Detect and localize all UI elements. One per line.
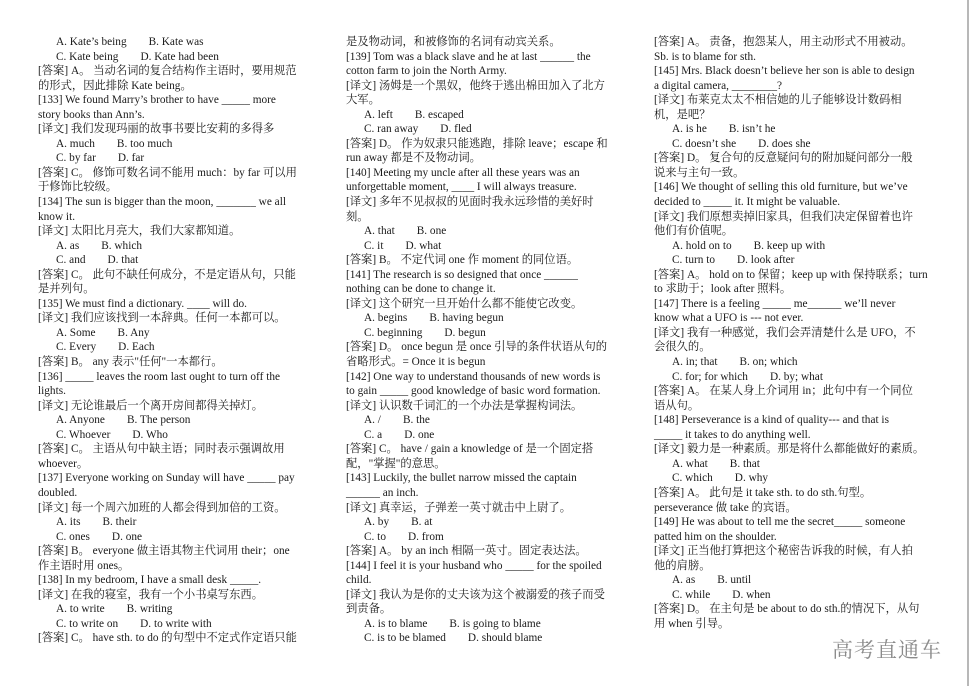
translation-line: [译文] 汤姆是一个黑奴，他终于逃出棉田加入了北方 <box>346 79 605 92</box>
column-middle <box>346 35 630 646</box>
answer-explanation-line: [答案] B。 不定代词 one 作 moment 的同位语。 <box>346 254 579 267</box>
answer-explanation-line: [答案] A。 当动名词的复合结构作主语时，要用规范 <box>38 65 297 78</box>
answer-options-row <box>38 151 320 166</box>
text-line: 机，是吧？ <box>654 108 711 121</box>
question-line: [144] I feel it is your husband who _____ for the spoiled <box>346 559 602 572</box>
answer-explanation-line: [答案] C。 此句不缺任何成分，不是定语从句，只能 <box>38 268 296 281</box>
option-left: A. hold on to <box>672 239 732 252</box>
answer-options-row <box>346 108 630 123</box>
text-line: 作主语时用 ones。 <box>38 559 130 572</box>
text-line: nothing can be done to change it. <box>346 283 496 296</box>
question-line: [138] In my bedroom, I have a small desk _____. <box>38 574 262 587</box>
option-left: A. that <box>364 225 395 238</box>
answer-options-row <box>38 428 320 443</box>
answer-options-row <box>346 224 630 239</box>
translation-line: [译文] 太阳比月亮大，我们大家都知道。 <box>38 225 241 238</box>
text-line: unforgettable moment, ____ I will always treasure. <box>346 181 577 194</box>
option-left: A. its <box>56 516 81 529</box>
text-line: story books than Ann’s. <box>38 108 145 121</box>
option-right: D. from <box>407 530 444 543</box>
answer-options-row <box>38 602 320 617</box>
answer-options-row <box>654 253 938 268</box>
option-left: C. and <box>56 254 86 267</box>
option-right: D. to write with <box>140 617 212 630</box>
answer-explanation-line: [答案] C。 主语从句中缺主语；同时表示强调故用 <box>38 443 285 456</box>
option-left: C. ran away <box>364 123 419 136</box>
option-left: C. to <box>364 530 386 543</box>
option-right: B. their <box>102 516 137 529</box>
option-right: B. on; which <box>739 356 798 369</box>
answer-explanation-line: [答案] D。 在主句是 be about to do sth.的情况下，从句 <box>654 603 920 616</box>
option-right: B. escaped <box>414 108 464 121</box>
option-left: A. much <box>56 137 95 150</box>
answer-options-row <box>654 355 938 370</box>
answer-options-row <box>346 617 630 632</box>
text-line: 说来与主句一致。 <box>654 166 745 179</box>
translation-line: [译文] 我认为是你的丈夫该为这个被溺爱的孩子而受 <box>346 588 605 601</box>
option-right: D. what <box>405 239 442 252</box>
text-line: know what a UFO is --- not ever. <box>654 312 804 325</box>
option-left: C. a <box>364 428 383 441</box>
text-line: 语从句。 <box>654 399 700 412</box>
question-line: [146] We thought of selling this old furniture, but we’ve <box>654 181 908 194</box>
option-right: D. far <box>117 152 145 165</box>
option-right: B. Kate was <box>148 36 204 48</box>
translation-line: [译文] 我们应该找到一本辞典。任何一本都可以。 <box>38 312 286 325</box>
answer-options-row <box>654 370 938 385</box>
option-right: B. that <box>729 457 760 470</box>
option-left: A. / <box>364 414 381 427</box>
answer-explanation-line: [答案] A。 责备，抱怨某人，用主动形式不用被动。 <box>654 36 913 48</box>
option-right: B. The person <box>126 414 191 427</box>
option-left: C. it <box>364 239 384 252</box>
option-right: B. isn’t he <box>728 123 776 136</box>
answer-options-row <box>346 515 630 530</box>
answer-explanation-line: [答案] A。 hold on to 保留；keep up with 保持联系；turn <box>654 268 928 281</box>
option-left: C. Kate being <box>56 50 119 63</box>
question-line: [136] _____ leaves the room last ought to turn off the <box>38 370 281 383</box>
text-line: 他的肩膀。 <box>654 559 711 572</box>
answer-options-row <box>346 311 630 326</box>
text-line: know it. <box>38 210 76 223</box>
question-line: [143] Luckily, the bullet narrow missed the captain <box>346 472 577 485</box>
option-right: B. too much <box>116 137 173 150</box>
translation-line: [译文] 我有一种感觉，我们会弄清楚什么是 UFO，不 <box>654 326 916 339</box>
answer-explanation-line: [答案] C。 修饰可数名词不能用 much：by far 可以用 <box>38 166 297 179</box>
translation-line: [译文] 这个研究一旦开始什么都不能使它改变。 <box>346 297 583 310</box>
option-left: C. doesn’t she <box>672 137 737 150</box>
option-right: D. one <box>111 530 143 543</box>
option-left: A. what <box>672 457 708 470</box>
option-right: B. keep up with <box>753 239 826 252</box>
option-right: D. when <box>732 588 771 601</box>
answer-explanation-line: [答案] B。 everyone 做主语其物主代词用 their；one <box>38 545 290 558</box>
text-line: 是及物动词，和被修饰的名词有动宾关系。 <box>346 36 561 48</box>
question-line: [147] There is a feeling _____ me______ we’ll never <box>654 297 896 310</box>
question-line: [149] He was about to tell me the secret_____ someone <box>654 516 906 529</box>
option-left: C. which <box>672 472 713 485</box>
answer-explanation-line: [答案] B。 any 表示"任何"一本都行。 <box>38 356 223 369</box>
text-line: doubled. <box>38 486 78 499</box>
option-right: D. begun <box>444 326 486 339</box>
answer-options-row <box>654 471 938 486</box>
option-right: B. until <box>717 574 752 587</box>
translation-line: [译文] 我们原想卖掉旧家具，但我们决定保留着也许 <box>654 210 913 223</box>
translation-line: [译文] 每一个周六加班的人都会得到加倍的工资。 <box>38 501 286 514</box>
answer-explanation-line: [答案] A。 此句是 it take sth. to do sth.句型。 <box>654 486 872 499</box>
answer-explanation-line: [答案] C。 have sth. to do 的句型中不定式作定语只能 <box>38 632 297 645</box>
translation-line: [译文] 真幸运，子弹差一英寸就击中上尉了。 <box>346 501 571 514</box>
option-left: C. for; for which <box>672 370 748 383</box>
option-left: C. ones <box>56 530 90 543</box>
option-right: B. which <box>101 239 143 252</box>
answer-options-row <box>38 35 320 50</box>
option-right: D. why <box>734 472 769 485</box>
column-right <box>654 35 938 631</box>
option-left: A. is he <box>672 123 707 136</box>
option-right: D. Who <box>132 428 168 441</box>
text-line: 于修饰比较级。 <box>38 181 118 194</box>
text-line: _____ it takes to do anything well. <box>654 428 811 441</box>
option-right: D. by; what <box>769 370 823 383</box>
question-line: [133] We found Marry’s brother to have _____ more <box>38 94 276 107</box>
option-right: D. Kate had been <box>140 50 219 63</box>
option-right: B. one <box>416 225 447 238</box>
option-right: B. is going to blame <box>449 617 541 630</box>
answer-explanation-line: [答案] A。 by an inch 相隔一英寸。固定表达法。 <box>346 545 587 558</box>
answer-options-row <box>38 340 320 355</box>
option-right: B. the <box>402 414 430 427</box>
answer-options-row <box>38 515 320 530</box>
text-line: child. <box>346 574 372 587</box>
option-left: A. is to blame <box>364 617 428 630</box>
text-line: a digital camera, ________? <box>654 79 782 92</box>
translation-line: [译文] 布莱克太太不相信她的儿子能够设计数码相 <box>654 94 902 107</box>
answer-options-row <box>346 631 630 646</box>
option-right: D. fled <box>440 123 472 136</box>
translation-line: [译文] 正当他打算把这个秘密告诉我的时候，有人拍 <box>654 545 913 558</box>
option-left: A. Some <box>56 326 96 339</box>
option-right: B. having begun <box>429 312 504 325</box>
question-line: [137] Everyone working on Sunday will have _____ pay <box>38 472 295 485</box>
question-line: [142] One way to understand thousands of new words is <box>346 370 601 383</box>
option-right: D. one <box>404 428 435 441</box>
option-left: A. as <box>56 239 80 252</box>
text-line: perseverance 做 take 的宾语。 <box>654 501 797 514</box>
question-line: [135] We must find a dictionary. ____ will do. <box>38 297 247 310</box>
translation-line: [译文] 我们发现玛丽的故事书要比安莉的多得多 <box>38 123 275 136</box>
answer-options-row <box>38 50 320 65</box>
text-line: Sb. is to blame for sth. <box>654 50 756 63</box>
option-left: C. is to be blamed <box>364 632 446 645</box>
answer-options-row <box>38 617 320 632</box>
option-left: C. to write on <box>56 617 119 630</box>
text-line: run away 都是不及物动词。 <box>346 152 481 165</box>
answer-options-row <box>654 588 938 603</box>
option-left: A. to write <box>56 603 105 616</box>
option-right: D. should blame <box>467 632 543 645</box>
text-line: 会很久的。 <box>654 341 711 354</box>
answer-explanation-line: [答案] C。 have / gain a knowledge of 是一个固定搭 <box>346 443 594 456</box>
text-line: lights. <box>38 385 66 398</box>
answer-options-row <box>346 530 630 545</box>
option-right: D. does she <box>758 137 811 150</box>
answer-explanation-line: [答案] D。 once begun 是 once 引导的条件状语从句的 <box>346 341 608 354</box>
answer-options-row <box>38 530 320 545</box>
text-line: to 求助于；look after 照料。 <box>654 283 792 296</box>
text-line: 大军。 <box>346 94 380 107</box>
question-line: [140] Meeting my uncle after all these years was an <box>346 166 580 179</box>
option-left: A. by <box>364 516 390 529</box>
text-line: ______ an inch. <box>346 486 419 499</box>
watermark-logo-text: 高考直通车 <box>832 638 942 662</box>
text-line: 他们有价值呢。 <box>654 225 734 238</box>
option-left: A. in; that <box>672 356 718 369</box>
translation-line: [译文] 认识数千词汇的一个办法是掌握构词法。 <box>346 399 583 412</box>
option-left: A. Kate’s being <box>56 36 127 48</box>
option-right: D. that <box>107 254 139 267</box>
answer-options-row <box>38 413 320 428</box>
column-left <box>38 35 320 646</box>
option-left: A. left <box>364 108 393 121</box>
answer-options-row <box>38 137 320 152</box>
text-line: 到责备。 <box>346 603 392 616</box>
text-line: 省略形式。= Once it is begun <box>346 356 486 369</box>
text-line: 配，"掌握"的意思。 <box>346 457 446 470</box>
option-left: C. while <box>672 588 711 601</box>
answer-options-row <box>346 239 630 254</box>
option-left: C. turn to <box>672 254 715 267</box>
translation-line: [译文] 多年不见叔叔的见面时我永远珍惜的美好时 <box>346 196 594 209</box>
answer-options-row <box>654 122 938 137</box>
text-line: 用 when 引导。 <box>654 617 730 630</box>
option-right: D. look after <box>737 254 795 267</box>
option-left: A. as <box>672 574 696 587</box>
option-right: B. writing <box>126 603 173 616</box>
text-line: to gain _____ good knowledge of basic word formation. <box>346 385 601 398</box>
option-left: C. Whoever <box>56 428 111 441</box>
answer-options-row <box>38 326 320 341</box>
option-left: A. begins <box>364 312 408 325</box>
answer-explanation-line: [答案] A。 在某人身上介词用 in；此句中有一个同位 <box>654 385 913 398</box>
option-left: A. Anyone <box>56 414 105 427</box>
option-left: C. Every <box>56 341 97 354</box>
text-line: 刻。 <box>346 210 369 223</box>
question-line: [139] Tom was a black slave and he at last ______ the <box>346 50 591 63</box>
option-left: C. by far <box>56 152 96 165</box>
text-line: 的形式，因此排除 Kate being。 <box>38 79 192 92</box>
answer-explanation-line: [答案] D。 作为奴隶只能逃跑，排除 leave；escape 和 <box>346 137 608 150</box>
answer-options-row <box>654 457 938 472</box>
translation-line: [译文] 在我的寝室，我有一个小书桌写东西。 <box>38 588 263 601</box>
answer-options-row <box>654 573 938 588</box>
answer-options-row <box>38 239 320 254</box>
option-left: C. beginning <box>364 326 423 339</box>
question-line: [148] Perseverance is a kind of quality--- and that is <box>654 414 889 427</box>
answer-options-row <box>654 137 938 152</box>
answer-options-row <box>346 428 630 443</box>
text-line: 是并列句。 <box>38 283 95 296</box>
answer-options-row <box>346 413 630 428</box>
translation-line: [译文] 无论谁最后一个离开房间都得关掉灯。 <box>38 399 263 412</box>
answer-options-row <box>346 122 630 137</box>
answer-options-row <box>346 326 630 341</box>
text-line: decided to _____ it. It might be valuable. <box>654 196 841 209</box>
answer-options-row <box>654 239 938 254</box>
answer-options-row <box>38 253 320 268</box>
text-line: cotton farm to join the North Army. <box>346 65 507 78</box>
question-line: [134] The sun is bigger than the moon, _______ we all <box>38 196 286 209</box>
option-right: D. Each <box>118 341 155 354</box>
answer-explanation-line: [答案] D。 复合句的反意疑问句的附加疑问部分一般 <box>654 152 913 165</box>
option-right: B. at <box>411 516 433 529</box>
text-line: patted him on the shoulder. <box>654 530 777 543</box>
question-line: [145] Mrs. Black doesn’t believe her son is able to design <box>654 65 915 78</box>
question-line: [141] The research is so designed that once ______ <box>346 268 578 281</box>
text-line: whoever。 <box>38 457 89 470</box>
translation-line: [译文] 毅力是一种素质。那是将什么都能做好的素质。 <box>654 443 925 456</box>
option-right: B. Any <box>117 326 150 339</box>
